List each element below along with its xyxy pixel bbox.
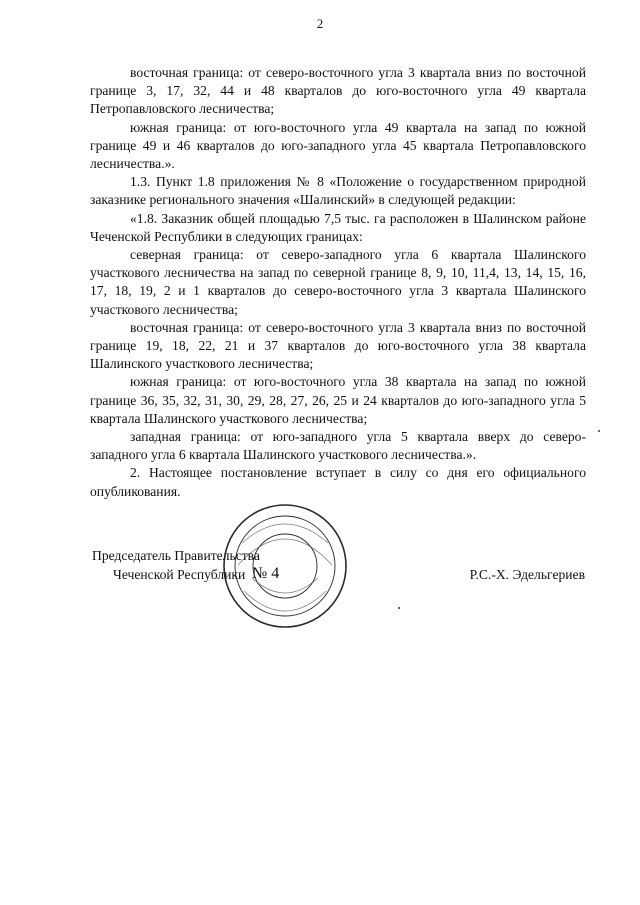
paragraph-southern-border-petropavlovsk: южная граница: от юго-восточного угла 49 квартала на запад по южной границе 49 и 46 кварталов до юго-западного угла 45 квартала Петропавловского лесничества.». [90, 119, 586, 172]
paragraph-eastern-border-petropavlovsk: восточная граница: от северо-восточного угла 3 квартала вниз по восточной границе 3, 17, 32, 44 и 48 кварталов до юго-восточного угла 49 квартала Петропавловского лесничества; [90, 65, 586, 117]
paragraph-item-1-3: 1.3. Пункт 1.8 приложения № 8 «Положение о государственном природной заказнике регионального значения «Шалинский» в следующей редакции: [90, 174, 586, 208]
paragraph-effective-date: 2. Настоящее постановление вступает в силу со дня его официального опубликования. [90, 465, 586, 499]
signatory-name: Р.С.-Х. Эдельгериев [469, 567, 585, 582]
signature-title-line-2: Чеченской Республики [113, 567, 246, 582]
stamp-number: № 4 [252, 565, 280, 582]
page-number: 2 [316, 16, 324, 31]
paragraph-western-border: западная граница: от юго-западного угла 5 квартала вверх до северо-западного угла 6 квартала Шалинского участкового лесничества.». [90, 429, 586, 463]
paragraph-eastern-border: восточная граница: от северо-восточного угла 3 квартала вниз по восточной границе 19, 18, 22, 21 и 37 кварталов до юго-восточного угла 38 квартала Шалинского участкового лесничества; [90, 319, 586, 372]
paragraph-northern-border: северная граница: от северо-западного угла 6 квартала Шалинского участкового лесничества на запад по северной границе 8, 9, 10, 11,4, 13, 14, 15, 16, 17, 18, 19, 2 и 1 кварталов до северо-восточного угла 3 квартала Шалинского участкового лесничества; [90, 247, 586, 317]
signature-title-line-1: Председатель Правительства [92, 548, 260, 563]
document-body [90, 64, 586, 501]
paragraph-item-1-8: «1.8. Заказник общей площадью 7,5 тыс. га расположен в Шалинском районе Чеченской Республики в следующих границах: [90, 210, 586, 244]
speck-mark [398, 607, 400, 609]
speck-mark [598, 430, 600, 432]
official-seal-icon [222, 503, 348, 629]
paragraph-southern-border: южная граница: от юго-восточного угла 38 квартала на запад по южной границе 36, 35, 32, 31, 30, 29, 28, 27, 26, 25 и 24 кварталов до юго-западного угла 5 квартала Шалинского участкового лесничества; [90, 374, 586, 426]
